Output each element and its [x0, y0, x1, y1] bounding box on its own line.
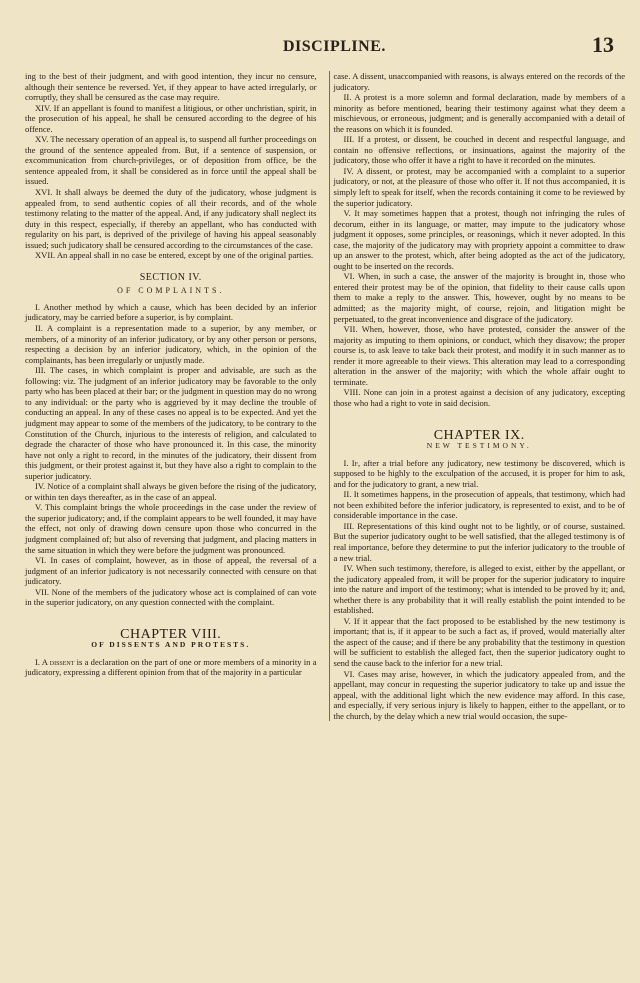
paragraph: VI. In cases of complaint, however, as in those of appeal, the reversal of a judgment of an inferior judicatory is not necessarily connected with censure on that judicatory.: [25, 555, 317, 587]
paragraph: II. A complaint is a representation made to a superior, by any member, or members, of a minority of an inferior judicatory, or by any other person or persons, respecting a decision by an inferior judicatory, which, in the opinion of the complainants, has been irregularly or unjustly made.: [25, 323, 317, 365]
running-title: DISCIPLINE.: [283, 38, 386, 55]
paragraph: case. A dissent, unaccompanied with reasons, is always entered on the records of the judicatory.: [333, 71, 625, 92]
chapter-subheading: NEW TESTIMONY.: [426, 441, 532, 451]
paragraph: V. This complaint brings the whole proceedings in the case under the review of the superior judicatory; and, if the complaint appears to be well founded, it may have the effect, not only of drawing down censure upon those who concurred in the judgment complained of; but also of reversing that judgment, and placing matters in the same situation in which they were before the judgment was pronounced.: [25, 502, 317, 555]
paragraph: V. If it appear that the fact proposed to be established by the new testimony is important; that is, if it appear to be such a fact as, if proved, would materially alter the aspect of the cause; and if there be any probability that the testimony in question will be sufficient to establish the alleged fact, then the superior judicatory ought to send the cause back to the inferior for a new trial.: [333, 615, 625, 668]
paragraph: IV. When such testimony, therefore, is alleged to exist, either by the appellant, or the judicatory appealed from, it will be proper for the superior judicatory to inquire into the nature and import of the testimony; what is intended to be proved by it; and, whether there is any probability that it will really establish the point intended to be established.: [333, 563, 625, 616]
paragraph: III. The cases, in which complaint is proper and advisable, are such as the following: viz. The judgment of an inferior judicatory may be favorable to the only party who has been placed at their bar; or the judgment in question may do no wrong to any individual: or the party who is aggrieved by it may decline the trouble of conducting an appeal. In any of these cases no appeal is to be expected. And yet the judgment may appear to some of the members of the judicatory, to be contrary to the Constitution of the Church, injurious to the interests of religion, and calculated to degrade the character of those who have pronounced it. In this case, the minority have not only a right to record, in the minutes of the judicatory, their dissent from this judgment, or their protest against it, but they have also a right to complain to the superior judicatory.: [25, 365, 317, 481]
paragraph: XIV. If an appellant is found to manifest a litigious, or other unchristian, spirit, in the prosecution of his appeal, he shall be censured according to the degree of his offence.: [25, 102, 317, 134]
left-column: [25, 71, 317, 721]
paragraph: VIII. None can join in a protest against a decision of any judicatory, excepting those who had a right to vote in said decision.: [333, 387, 625, 408]
chapter-heading: CHAPTER IX.: [433, 427, 525, 443]
paragraph: [334, 458, 626, 490]
text: is a declaration on the part of one or more members of a minority in a judicatory, expressing a different opinion from that of the majority in a particular: [25, 656, 317, 678]
defined-term: If: [351, 457, 358, 468]
text: , after a trial before any judicatory, new testimony be discovered, which is supposed to be highly to the exculpation of the accused, it is proper for him to ask, and for the judicatory to grant, a new trial.: [333, 457, 625, 489]
chapter-subheading: OF DISSENTS AND PROTESTS.: [91, 640, 251, 650]
paragraph: II. It sometimes happens, in the prosecution of appeals, that testimony, which had not been exhibited before the inferior judicatory, is represented to exist, and to be of considerable importance in the case.: [333, 489, 625, 521]
text-columns: [25, 71, 625, 721]
paragraph: II. A protest is a more solemn and formal declaration, made by members of a minority as before mentioned, bearing their testimony against what they deem a mischievous, or erroneous, judgment; and is generally accompanied with a detail of the reasons on which it is founded.: [333, 92, 625, 134]
section-subheading: OF COMPLAINTS.: [117, 286, 225, 296]
paragraph: III. If a protest, or dissent, be couched in decent and respectful language, and contain no offensive reflections, or insinuations, against the majority of the judicatory, those who offer it have a right to have it recorded on the minutes.: [333, 134, 625, 166]
paragraph: VII. When, however, those, who have protested, consider the answer of the majority as imputing to them opinions, or conduct, which they disavow; the proper course is, to ask leave to take back their protest, and modify it in such manner as to render it more agreeable to their views. This alteration may lead to a corresponding alteration in the answer of the majority; with which the whole affair ought to terminate.: [333, 324, 625, 387]
page-number: 13: [592, 32, 614, 57]
paragraph: III. Representations of this kind ought not to be lightly, or of course, sustained. But the superior judicatory ought to be well satisfied, that the alleged testimony is of real importance, before they determine to put the inferior judicatory to the trouble of a new trial.: [333, 520, 625, 563]
paragraph: XVII. An appeal shall in no case be entered, except by one of the original parties.: [35, 250, 314, 261]
paragraph: I. Another method by which a cause, which has been decided by an inferior judicatory, may be carried before a superior, is by complaint.: [25, 301, 317, 323]
defined-term: dissent: [49, 656, 75, 667]
paragraph: IV. Notice of a complaint shall always be given before the rising of the judicatory, or within ten days thereafter, as in the case of an appeal.: [25, 481, 317, 502]
paragraph: VI. When, in such a case, the answer of the majority is brought in, those who entered their protest may be of the opinion, that fidelity to their cause calls upon them to make a reply to the answer. This, however, ought by no means to be admitted; as the majority might, of course, rejoin, and litigation might be perpetuated, to the great inconvenience and disgrace of the judicatory.: [333, 271, 625, 324]
section-heading: SECTION IV.: [139, 271, 202, 283]
paragraph: [25, 657, 317, 678]
right-column: [329, 71, 626, 721]
paragraph: VI. Cases may arise, however, in which the judicatory appealed from, and the appellant, may concur in requesting the superior judicatory to take up and issue the appeal, with the additional light which the new evidence may afford. In this case, and especially, if very serious injury is likely to happen, either to the appellant, or to the church, by the delay which a new trial would occasion, the supe-: [333, 668, 625, 721]
chapter-heading: CHAPTER VIII.: [120, 626, 222, 642]
numeral: I.: [343, 457, 349, 468]
paragraph: ing to the best of their judgment, and with good intention, they incur no censure, although their sentence be reversed. Yet, if they appear to have acted irregularly, or corruptly, they shall be censured as the case may require.: [25, 71, 317, 103]
numeral: I. A: [35, 656, 48, 667]
paragraph: XVI. It shall always be deemed the duty of the judicatory, whose judgment is appealed from, to send authentic copies of all their records, and of the whole testimony relating to the matter of the appeal. And, if any judicatory shall neglect its duty in this respect, especially, if thereby an appellant, who has conducted with regularity on his part, is deprived of the privilege of having his appeal seasonably issued; such judicatory shall be censured according to the circumstances of the case.: [25, 187, 317, 250]
page-header: [25, 32, 624, 58]
paragraph: IV. A dissent, or protest, may be accompanied with a complaint to a superior judicatory, or not, at the pleasure of those who offer it. If not thus accompanied, it is simply left to speak for itself, when the records containing it come to be reviewed by the superior judicatory.: [333, 165, 625, 208]
paragraph: V. It may sometimes happen that a protest, though not infringing the rules of decorum, either in its language, or matter, may impute to the judicatory whose judgment it opposes, some principles, or reasonings, which it never adopted. In this case, the majority of the judicatory may with propriety appoint a committee to draw up an answer to the protest, which, after being adopted as the act of the judicatory, ought to be inserted on the records.: [333, 208, 625, 271]
paragraph: XV. The necessary operation of an appeal is, to suspend all further proceedings on the ground of the sentence appealed from. But, if a sentence of suspension, or excommunication from church-privileges, or of deposition from office, be the sentence appealed from, it shall be considered as in force until the appeal shall be issued.: [25, 134, 317, 187]
paragraph: VII. None of the members of the judicatory whose act is complained of can vote in the superior judicatory, on any question connected with the complaint.: [25, 586, 317, 608]
